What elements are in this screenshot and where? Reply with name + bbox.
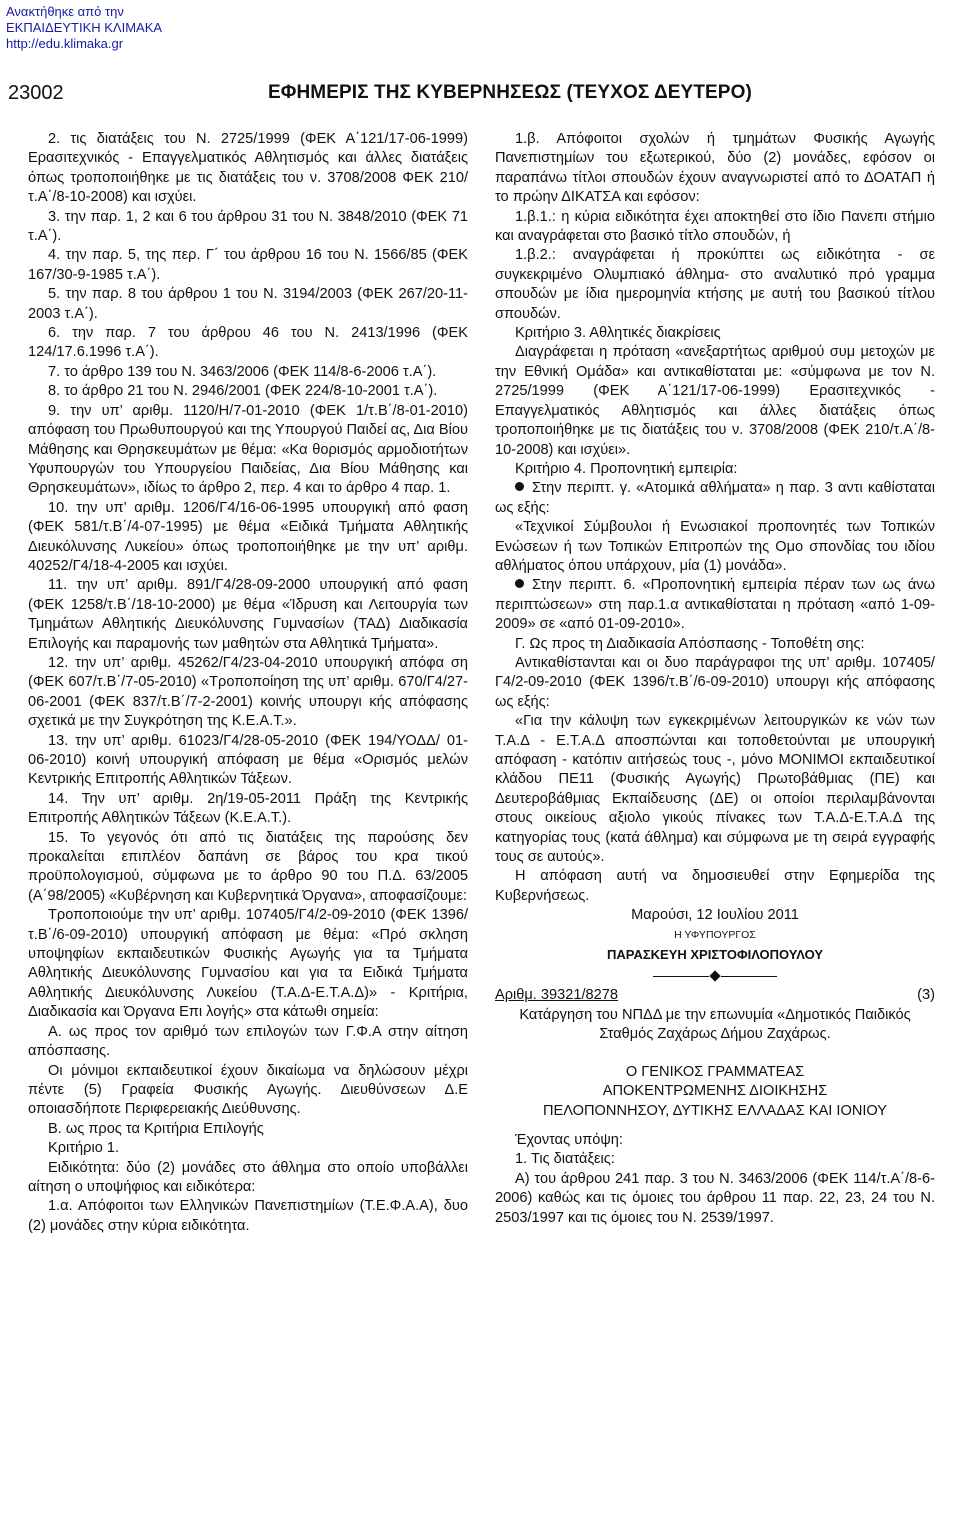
paragraph: 12. την υπ’ αριθμ. 45262/Γ4/23-04-2010 υπουργική απόφα ση (ΦΕΚ 607/τ.Β΄/7-05-2010) «Τροποποίηση της υπ’ αριθμ. 670/Γ4/27-06-2001 (ΦΕΚ 837/τ.Β΄/7-2-2001) κοινής υπουργι κής απόφασης σχετικά με την Συγκρότηση της Κ.Ε.Α.Τ.». <box>28 654 468 730</box>
paragraph: 14. Την υπ’ αριθμ. 2η/19-05-2011 Πράξη της Κεντρικής Επιτροπής Αθλητικών Τάξεων (Κ.Ε.Α.Τ.). <box>28 790 468 827</box>
paragraph: Έχοντας υπόψη: <box>515 1131 623 1148</box>
bullet-text: Στην περιπτ. 6. «Προπονητική εμπειρία πέραν των ως άνω περιπτώσεων» στη παρ.1.α αντικαθίσταται η πρόταση «από 1-09-2009» σε «από 01-09-2010». <box>495 577 935 633</box>
paragraph: Αντικαθίστανται και οι δυο παράγραφοι της υπ’ αριθμ. 107405/Γ4/2-09-2010 (ΦΕΚ 1396/τ.Β΄/6-09-2010) υπουργι κής απόφασης ως εξής: <box>495 654 935 710</box>
gazette-title: ΕΦΗΜΕΡΙΣ ΤΗΣ ΚΥΒΕΡΝΗΣΕΩΣ (ΤΕΥΧΟΣ ΔΕΥΤΕΡΟ) <box>268 82 752 103</box>
paragraph: 2. τις διατάξεις του Ν. 2725/1999 (ΦΕΚ Α΄121/17-06-1999) Ερασιτεχνικός - Επαγγελματικός Αθλητισμός και άλλες διατάξεις όπως τροποποιήθηκε με τις διατάξεις του ν. 3708/2008 ΦΕΚ 210/τ.Α΄/8-10-2008) και ισχύει. <box>28 131 468 206</box>
decision-header <box>495 986 935 1005</box>
paragraph: Διαγράφεται η πρόταση «ανεξαρτήτως αριθμού συμ μετοχών με την Εθνική Ομάδα» και αντικαθίσταται με: «σύμφωνα με τον Ν. 2725/1999 (ΦΕΚ Α΄121/17-06-1999) Ερασιτεχνικός - Επαγγελματικός Αθλητισμός και άλλες διατάξεις όπως τροποποιήθηκε με τις διατάξεις του ν. 3708/2008 (ΦΕΚ 210/τ.Α΄/8-10-2008) και ισχύει». <box>495 344 935 458</box>
paragraph: 1.β. Απόφοιτοι σχολών ή τμημάτων Φυσικής Αγωγής Πανεπιστημίων του εξωτερικού, δύο (2) μονάδες, εφόσον οι παραπάνω τίτλοι σπουδών έχουν αναγνωριστεί από το ΔΟΑΤΑΠ ή το πρώην ΔΙΚΑΤΣΑ και εφόσον: <box>495 131 935 206</box>
page-header <box>0 82 960 112</box>
paragraph: 6. την παρ. 7 του άρθρου 46 του Ν. 2413/1996 (ΦΕΚ 124/17.6.1996 τ.Α΄). <box>28 325 468 361</box>
paragraph: 9. την υπ’ αριθμ. 1120/Η/7-01-2010 (ΦΕΚ 1/τ.Β΄/8-01-2010) απόφαση του Πρωθυπουργού και της Υπουργού Παιδεί ας, Δια Βίου Μάθησης και Θρησκευμάτων με θέμα: «Κα θορισμός αρμοδιοτήτων Υφυπουργών του Υπουργείου Παιδείας, Δια Βίου Μάθησης και Θρησκευμάτων», ιδίως το άρθρο 2, περ. 4 και το άρθρο 4 παρ. 1. <box>28 402 468 497</box>
paragraph: 1.β.2.: αναγράφεται ή προκύπτει ως ειδικότητα - σε συγκεκριμένο Ολυμπιακό άθλημα- στο αναλυτικό πρό γραμμα σπουδών με ίδια ημερομηνία κτήσης με αυτή του βασικού τίτλου σπουδών. <box>495 247 935 322</box>
paragraph: Α. ως προς τον αριθμό των επιλογών των Γ.Φ.Α στην αίτηση απόσπασης. <box>28 1023 468 1060</box>
signature-date: Μαρούσι, 12 Ιουλίου 2011 <box>631 907 799 924</box>
bullet-dot-icon <box>515 579 524 588</box>
paragraph: Τροποποιούμε την υπ’ αριθμ. 107405/Γ4/2-09-2010 (ΦΕΚ 1396/τ.Β΄/6-09-2010) υπουργική απόφαση με θέμα: «Πρό σκληση υποψηφίων εκπαιδευτικών Φυσικής Αγωγής για τα Τμήματα Αθλητικής Διευκόλυνσης Γυμνασίου και για τα Ειδικά Τμήματα Αθλητικής Διευκόλυνσης Λυκείου (Τ.Α.Δ-Ε.Τ.Α.Δ)» - Κριτήρια, Διαδικασία και Όργανα Επι λογής» στα κάτωθι σημεία: <box>28 907 468 1021</box>
paragraph: 13. την υπ’ αριθμ. 61023/Γ4/28-05-2010 (ΦΕΚ 194/ΥΟΔΔ/ 01-06-2010) κοινή υπουργική απόφαση με θέμα «Ορισμός μελών Κεντρικής Επιτροπής Αθλητικών Τάξεων. <box>28 732 468 788</box>
authority-line: ΠΕΛΟΠΟΝΝΗΣΟΥ, ΔΥΤΙΚΗΣ ΕΛΛΑΔΑΣ ΚΑΙ ΙΟΝΙΟΥ <box>542 1102 888 1119</box>
decision-number: Αριθμ. 39321/8278 <box>495 987 619 1004</box>
signature-role: Η ΥΦΥΠΟΥΡΓΟΣ <box>674 928 756 941</box>
source-line: ΕΚΠΑΙΔΕΥΤΙΚΗ ΚΛΙΜΑΚΑ <box>6 20 163 35</box>
bullet-text: Στην περιπτ. γ. «Ατομικά αθλήματα» η παρ. 3 αντι καθίσταται ως εξής: <box>495 480 935 516</box>
paragraph: 10. την υπ’ αριθμ. 1206/Γ4/16-06-1995 υπουργική από φαση (ΦΕΚ 581/τ.Β΄/4-07-1995) με θέμα «Ειδικά Τμήματα Αθλητικής Διευκόλυνσης Λυκείου» όπως τροποποιήθηκε με την υπ’ αριθμ. 40252/Γ4/18-4-2005 και ισχύει. <box>28 499 468 574</box>
paragraph: Ειδικότητα: δύο (2) μονάδες στο άθλημα στο οποίο υποβάλλει αίτηση ο υποψήφιος και ειδικότερα: <box>28 1159 468 1195</box>
paragraph: Α) του άρθρου 241 παρ. 3 του Ν. 3463/2006 (ΦΕΚ 114/τ.Α΄/8-6-2006) καθώς και τις όμοιες του άρθρου 11 παρ. 22, 23, 24 του Ν. 2503/1997 και τις όμοιες του Ν. 2539/1997. <box>495 1170 935 1226</box>
source-link[interactable]: http://edu.klimaka.gr <box>6 36 124 51</box>
paragraph: 5. την παρ. 8 του άρθρου 1 του Ν. 3194/2003 (ΦΕΚ 267/20-11-2003 τ.Α΄). <box>28 286 468 322</box>
divider-line <box>721 976 777 978</box>
paragraph: 4. την παρ. 5, της περ. Γ΄ του άρθρου 16 του Ν. 1566/85 (ΦΕΚ 167/30-9-1985 τ.Α΄). <box>28 247 468 283</box>
paragraph: 1. Τις διατάξεις: <box>515 1151 615 1168</box>
page-number: 23002 <box>8 82 64 104</box>
authority-line: Ο ΓΕΝΙΚΟΣ ΓΡΑΜΜΑΤΕΑΣ <box>625 1063 805 1080</box>
section-divider <box>495 972 935 980</box>
paragraph: Γ. Ως προς τη Διαδικασία Απόσπασης - Τοποθέτη σης: <box>515 635 865 652</box>
paragraph: 15. Το γεγονός ότι από τις διατάξεις της παρούσης δεν προκαλείται επιπλέον δαπάνη σε βάρος του κρα τικού προϋπολογισμού, σύμφωνα με το άρθρο 90 του Π.Δ. 63/2005 (Α΄98/2005) «Κυβέρνηση και Κυβερνητικά Όργανα», αποφασίζουμε: <box>28 829 468 904</box>
paragraph: Η απόφαση αυτή να δημοσιευθεί στην Εφημερίδα της Κυβερνήσεως. <box>495 868 935 904</box>
paragraph: Κριτήριο 1. <box>48 1140 120 1157</box>
divider-line <box>653 976 709 978</box>
diamond-icon <box>709 971 720 982</box>
issuing-authority <box>495 1063 935 1121</box>
decision-index: (3) <box>917 987 935 1004</box>
bullet-paragraph <box>495 479 935 518</box>
paragraph: Κριτήριο 3. Αθλητικές διακρίσεις <box>515 325 721 342</box>
bullet-paragraph <box>495 576 935 634</box>
paragraph: 11. την υπ’ αριθμ. 891/Γ4/28-09-2000 υπουργική από φαση (ΦΕΚ 1258/τ.Β΄/18-10-2000) με θέμα «Ίδρυση και Λειτουργία των Τμημάτων Αθλητικής Διευκόλυνσης Γυμνασίων (ΤΑΔ) Διαδικασία Επιλογής και παραμονής των μαθητών στα Αθλητικά Τμήματα». <box>28 577 468 652</box>
bullet-dot-icon <box>515 482 524 491</box>
paragraph: 1.α. Απόφοιτοι των Ελληνικών Πανεπιστημίων (Τ.Ε.Φ.Α.Α), δυο (2) μονάδες στην κύρια ειδικότητα. <box>28 1198 468 1234</box>
source-line: Ανακτήθηκε από την <box>6 4 124 19</box>
paragraph: Οι μόνιμοι εκπαιδευτικοί έχουν δικαίωμα να δηλώσουν μέχρι πέντε (5) Γραφεία Φυσικής Αγωγής. Διευθύνσεων Δ.Ε οποιασδήποτε Περιφερειακής Διεύθυνσης. <box>28 1062 468 1118</box>
paragraph: 8. το άρθρο 21 του Ν. 2946/2001 (ΦΕΚ 224/8-10-2001 τ.Α΄). <box>48 383 438 400</box>
left-column <box>28 130 468 1236</box>
decision-title: Κατάργηση του ΝΠΔΔ με την επωνυμία «Δημοτικός Παιδικός Σταθμός Ζαχάρως Δήμου Ζαχάρως. <box>519 1006 911 1043</box>
authority-line: ΑΠΟΚΕΝΤΡΩΜΕΝΗΣ ΔΙΟΙΚΗΣΗΣ <box>602 1083 828 1100</box>
paragraph: Β. ως προς τα Κριτήρια Επιλογής <box>48 1120 264 1137</box>
signature-name: ΠΑΡΑΣΚΕΥΗ ΧΡΙΣΤΟΦΙΛΟΠΟΥΛΟΥ <box>606 947 824 963</box>
paragraph: «Για την κάλυψη των εγκεκριμένων λειτουργικών κε νών των Τ.Α.Δ - Ε.Τ.Α.Δ αποσπώνται και τοποθετούνται με υπουργική απόφαση - κατόπιν αιτήσεώς τους -, μόνο ΜΟΝΙΜΟΙ εκπαιδευτικοί κλάδου ΠΕ11 (Φυσικής Αγωγής) Πρωτοβάθμιας (ΠΕ) και Δευτεροβάθμιας Εκπαίδευσης (ΔΕ) οι οποίοι περιλαμβάνονται στους οικείους αξιολο γικούς πίνακες των Τ.Α.Δ-Ε.Τ.Α.Δ της κατηγορίας τους (κατά άθλημα) και σύμφωνα με τη σειρά εγγραφής τους σε αυτούς». <box>495 713 935 866</box>
right-column <box>495 130 935 1228</box>
paragraph: 7. το άρθρο 139 του Ν. 3463/2006 (ΦΕΚ 114/8-6-2006 τ.Α΄). <box>48 363 437 380</box>
source-note <box>6 4 162 52</box>
paragraph: 1.β.1.: η κύρια ειδικότητα έχει αποκτηθεί στο ίδιο Πανεπι στήμιο και αναγράφεται στο βασικό τίτλο σπουδών, ή <box>495 208 935 245</box>
paragraph: 3. την παρ. 1, 2 και 6 του άρθρου 31 του Ν. 3848/2010 (ΦΕΚ 71 τ.Α΄). <box>28 208 468 245</box>
paragraph: Κριτήριο 4. Προπονητική εμπειρία: <box>515 460 738 477</box>
paragraph: «Τεχνικοί Σύμβουλοι ή Ενωσιακοί προπονητές των Τοπικών Ενώσεων ή των Τοπικών Επιτροπών της Ομο σπονδίας του ιδίου αθλήματος όπου υπάρχουν, μία (1) μονάδα». <box>495 519 935 574</box>
